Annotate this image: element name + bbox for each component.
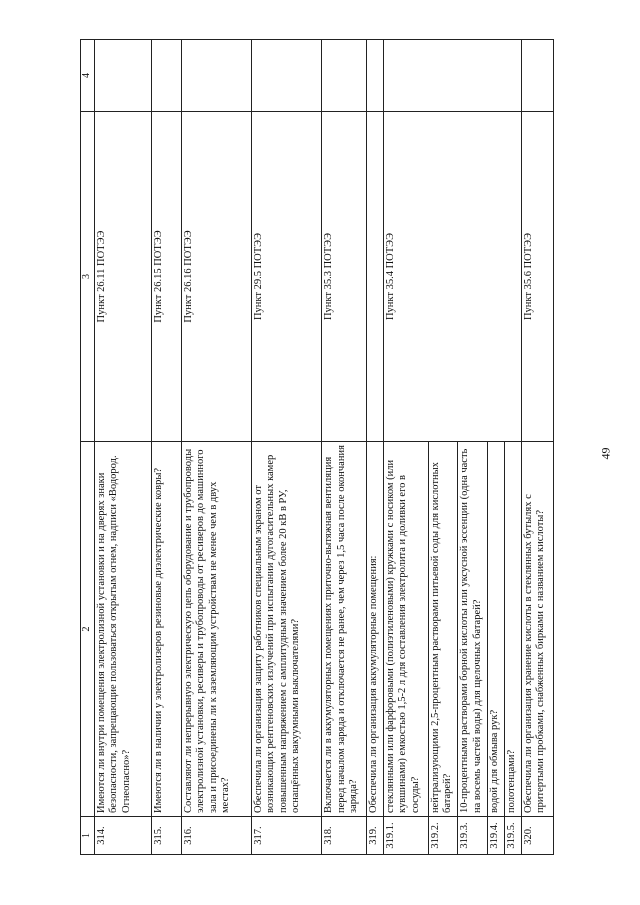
row-question: стеклянными или фарфоровыми (полиэтиленовыми) кружками с носиком (или кувшинами) емкостью 1,5-2 л для составления электролита и доливки его в сосуды? — [383, 442, 428, 817]
row-reference: Пункт 35.3 ПОТЭЭ — [322, 112, 367, 442]
table-row — [181, 40, 251, 855]
row-reference: Пункт 29.5 ПОТЭЭ — [252, 112, 322, 442]
row-question: Обеспечила ли организация хранение кислоты в стеклянных бутылях с притертыми пробками, снабженных бирками с названием кислоты? — [522, 442, 554, 817]
row-note — [522, 40, 554, 112]
page-number: 49 — [598, 447, 613, 460]
row-number: 319.1. — [383, 817, 428, 855]
row-reference — [366, 112, 383, 442]
header-col-4: 4 — [81, 40, 95, 112]
inspection-table — [80, 39, 554, 855]
row-note — [366, 40, 383, 112]
row-note — [94, 40, 151, 112]
row-number: 317. — [252, 817, 322, 855]
row-number: 319. — [366, 817, 383, 855]
table-header-row — [81, 40, 95, 855]
row-question: полотенцами? — [505, 442, 522, 817]
row-number: 314. — [94, 817, 151, 855]
row-question: водой для обмыва рук? — [488, 442, 505, 817]
row-reference: Пункт 26.11 ПОТЭЭ — [94, 112, 151, 442]
row-note — [152, 40, 182, 112]
table-row — [366, 40, 383, 855]
row-reference: Пункт 26.15 ПОТЭЭ — [152, 112, 182, 442]
header-col-1: 1 — [81, 817, 95, 855]
row-number: 319.2. — [428, 817, 458, 855]
row-note — [322, 40, 367, 112]
row-question: Имеются ли в наличии у электролизеров резиновые диэлектрические ковры? — [152, 442, 182, 817]
row-number: 320. — [522, 817, 554, 855]
table-row — [383, 40, 428, 855]
row-reference: Пункт 35.6 ПОТЭЭ — [522, 112, 554, 442]
table-row — [152, 40, 182, 855]
table-row — [252, 40, 322, 855]
row-note — [252, 40, 322, 112]
table-row — [522, 40, 554, 855]
row-reference: Пункт 35.4 ПОТЭЭ — [383, 112, 521, 442]
row-question: Обеспечила ли организация аккумуляторные помещения: — [366, 442, 383, 817]
row-number: 316. — [181, 817, 251, 855]
row-number: 315. — [152, 817, 182, 855]
row-number: 319.4. — [488, 817, 505, 855]
row-reference: Пункт 26.16 ПОТЭЭ — [181, 112, 251, 442]
table-row — [94, 40, 151, 855]
row-question: Имеются ли внутри помещения электролизной установки и на дверях знаки безопасности, запрещающие пользоваться открытым огнем, надписи «Водород. Огнеопасно»? — [94, 442, 151, 817]
row-question: Обеспечила ли организация защиту работников специальным экраном от возникающих рентгеновских излучений при испытании дугогасительных камер повышенным напряжением с амплитудным значением более 20 кВ в РУ, оснащённых вакуумными выключателями? — [252, 442, 322, 817]
row-note — [181, 40, 251, 112]
row-number: 319.3. — [458, 817, 488, 855]
header-col-3: 3 — [81, 112, 95, 442]
row-note — [383, 40, 521, 112]
row-number: 319.5. — [505, 817, 522, 855]
row-question: Составляют ли непрерывную электрическую цепь оборудование и трубопроводы электролизной установки, ресиверы и трубопроводы от ресиверов до машинного зала и присоединены ли к заземляющим устройствам не менее чем в двух местах? — [181, 442, 251, 817]
row-question: нейтрализующими 2,5-процентным растворами питьевой соды для кислотных батарей? — [428, 442, 458, 817]
row-question: 10-процентными растворами борной кислоты или уксусной эссенции (одна часть на восемь частей воды) для щелочных батарей? — [458, 442, 488, 817]
rotated-table-container — [80, 40, 554, 855]
row-number: 318. — [322, 817, 367, 855]
table-row — [322, 40, 367, 855]
header-col-2: 2 — [81, 442, 95, 817]
row-question: Включается ли в аккумуляторных помещениях приточно-вытяжная вентиляция перед началом заряда и отключается не ранее, чем через 1,5 часа после окончания заряда? — [322, 442, 367, 817]
